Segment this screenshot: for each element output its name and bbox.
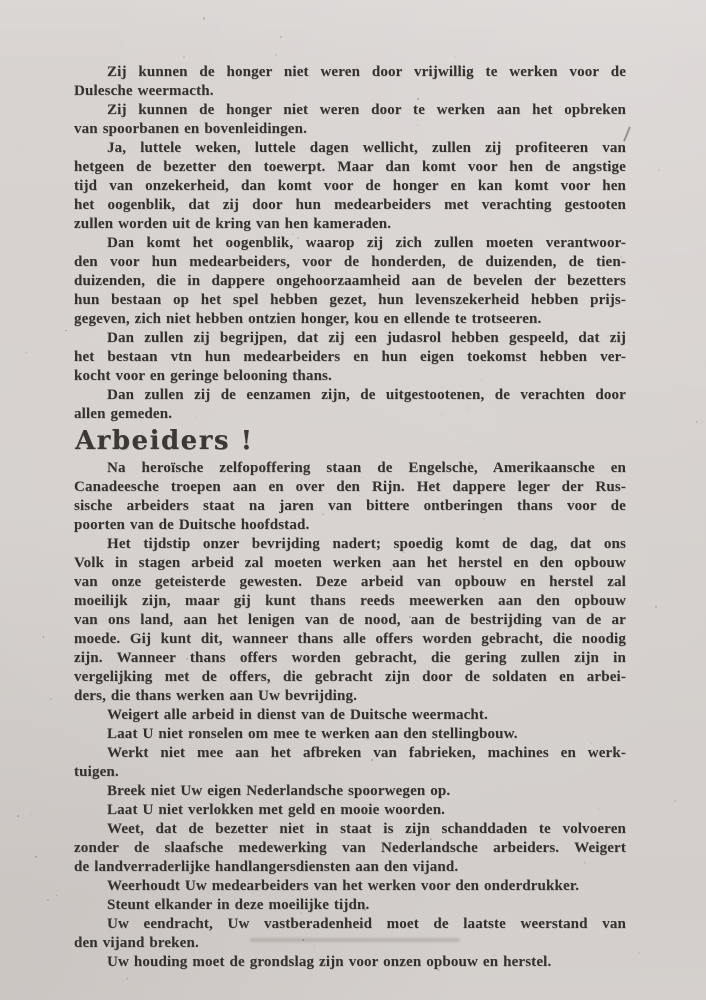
- paper-speck: [17, 815, 19, 817]
- text-line: den vijand breken.: [74, 935, 199, 951]
- paper-speck: [658, 169, 660, 171]
- paragraph: [74, 896, 626, 915]
- paragraph: [74, 782, 626, 801]
- paragraph: [74, 801, 626, 820]
- text-line: poorten van de Duitsche hoofdstad.: [74, 517, 310, 533]
- paragraph: [74, 915, 626, 953]
- text-line: de landverraderlijke handlangersdiensten aan den vijand.: [74, 859, 459, 875]
- text-line: Uw houding moet de grondslag zijn voor onzen opbouw en herstel.: [107, 954, 552, 970]
- text-line: Zij kunnen de honger niet weren door te werken aan het opbreken: [107, 102, 626, 118]
- text-line: ders, die thans werken aan Uw bevrijding.: [74, 688, 357, 704]
- paragraph: [74, 877, 626, 896]
- text-line: Laat U niet verlokken met geld en mooie woorden.: [107, 802, 446, 818]
- bottom-paragraphs: [74, 459, 626, 972]
- paper-speck: [50, 698, 52, 700]
- text-line: moeilijk zijn, maar gij kunt thans reeds meewerken aan den opbouw: [74, 593, 626, 609]
- text-line: het bestaan vtn hun medearbeiders en hun eigen toekomst hebben ver-: [74, 349, 626, 365]
- text-line: van spoorbanen en bovenleidingen.: [74, 121, 308, 137]
- text-line: Laat U niet ronselen om mee te werken aan den stellingbouw.: [107, 726, 518, 742]
- text-line: het oogenblik, dat zij door hun medearbeiders met verachting gestooten: [74, 197, 626, 213]
- paragraph: [74, 744, 626, 782]
- paragraph: [74, 725, 626, 744]
- paper-speck: [674, 800, 676, 802]
- paper-speck: [280, 36, 281, 37]
- paper-speck: [275, 54, 277, 56]
- text-line: tuigen.: [74, 764, 119, 780]
- paper-speck: [35, 856, 37, 858]
- paper-speck: [56, 895, 57, 896]
- text-line: Dan zullen zij begrijpen, dat zij een judasrol hebben gespeeld, dat zij: [107, 330, 626, 346]
- text-line: kocht voor en geringe belooning thans.: [74, 368, 332, 384]
- text-line: zijn. Wanneer thans offers worden gebracht, die gering zullen zijn in: [74, 650, 626, 666]
- text-line: Zij kunnen de honger niet weren door vrijwillig te werken voor de: [107, 64, 626, 80]
- text-line: Weet, dat de bezetter niet in staat is zijn schanddaden te volvoeren: [107, 821, 626, 837]
- paragraph: [74, 459, 626, 535]
- paper-speck: [183, 56, 185, 58]
- paragraph: [74, 63, 626, 101]
- paper-speck: [65, 330, 66, 331]
- text-line: zullen worden uit de kring van hen kameraden.: [74, 216, 392, 232]
- text-line: tijd van onzekerheid, dan komt voor de honger en kan komt voor hen: [74, 178, 626, 194]
- paper-speck: [47, 899, 49, 901]
- paragraph: [74, 820, 626, 877]
- paper-speck: [638, 952, 640, 954]
- text-line: Na heroïsche zelfopoffering staan de Engelsche, Amerikaansche en: [107, 460, 626, 476]
- paper-speck: [696, 421, 698, 423]
- text-line: zonder de slaafsche medewerking van Nederlandsche arbeiders. Weigert: [74, 840, 626, 856]
- paper-speck: [203, 17, 205, 19]
- paragraph: [74, 329, 626, 386]
- paragraph: [74, 706, 626, 725]
- paragraph: [74, 953, 626, 972]
- text-line: Dan komt het oogenblik, waarop zij zich zullen moeten verantwoor-: [107, 235, 626, 251]
- paper-speck: [43, 636, 45, 638]
- paper-speck: [126, 977, 128, 979]
- text-line: allen gemeden.: [74, 406, 173, 422]
- text-line: hetgeen de bezetter den toewerpt. Maar dan komt voor hen de angstige: [74, 159, 626, 175]
- paragraph: [74, 535, 626, 706]
- paragraph: [74, 139, 626, 234]
- text-line: Dulesche weermacth.: [74, 83, 214, 99]
- paper-speck: [31, 813, 32, 814]
- text-line: Breek niet Uw eigen Nederlandsche spoorwegen op.: [107, 783, 451, 799]
- paper-speck: [630, 845, 631, 846]
- text-line: Canadeesche troepen aan en over den Rijn. Het dappere leger der Rus-: [74, 479, 626, 495]
- text-line: hun bestaan op het spel hebben gezet, hun levenszekerheid hebben prijs-: [74, 292, 626, 308]
- paper-speck: [655, 606, 657, 608]
- text-line: Weigert alle arbeid in dienst van de Duitsche weermacht.: [107, 707, 488, 723]
- paper-speck: [26, 352, 27, 353]
- text-line: van ons land, aan het lenigen van de nood, aan de bestrijding van de ar: [74, 612, 626, 628]
- text-line: Dan zullen zij de eenzamen zijn, de uitgestootenen, de verachten door: [107, 387, 626, 403]
- text-line: Uw eendracht, Uw vastberadenheid moet de laatste weerstand van: [107, 916, 626, 932]
- text-line: vergelijking met de offers, die gebracht zijn door de soldaten en arbei-: [74, 669, 626, 685]
- paper-speck: [18, 146, 19, 147]
- text-line: den voor hun medearbeiders, voor de honderden, de duizenden, de tien-: [74, 254, 626, 270]
- text-line: sische arbeiders staat na jaren van bittere ontberingen thans voor de: [74, 498, 626, 514]
- paper-speck: [455, 56, 456, 57]
- top-paragraphs: [74, 63, 626, 424]
- text-line: gegeven, zich niet hebben ontzien honger, kou en ellende te trotseeren.: [74, 311, 542, 327]
- text-line: Werkt niet mee aan het afbreken van fabrieken, machines en werk-: [107, 745, 626, 761]
- paragraph: [74, 234, 626, 329]
- section-heading: Arbeiders !: [75, 426, 254, 456]
- paragraph: [74, 386, 626, 424]
- paragraph: [74, 101, 626, 139]
- text-line: Weerhoudt Uw medearbeiders van het werken voor den onderdrukker.: [107, 878, 580, 894]
- text-line: moede. Gij kunt dit, wanneer thans alle offers worden gebracht, die noodig: [74, 631, 626, 647]
- text-line: Volk in stagen arbeid zal moeten werken aan het herstel en den opbouw: [74, 555, 626, 571]
- document-content: [74, 63, 626, 972]
- text-line: duizenden, die in dappere ongehoorzaamheid aan de bevelen der bezetters: [74, 273, 626, 289]
- text-line: Steunt elkander in deze moeilijke tijdn.: [107, 897, 370, 913]
- text-line: Het tijdstip onzer bevrijding nadert; spoedig komt de dag, dat ons: [107, 536, 626, 552]
- text-line: Ja, luttele weken, luttele dagen wellicht, zullen zij profiteeren van: [107, 140, 626, 156]
- text-line: van onze geteisterde gewesten. Deze arbeid van opbouw en herstel zal: [74, 574, 626, 590]
